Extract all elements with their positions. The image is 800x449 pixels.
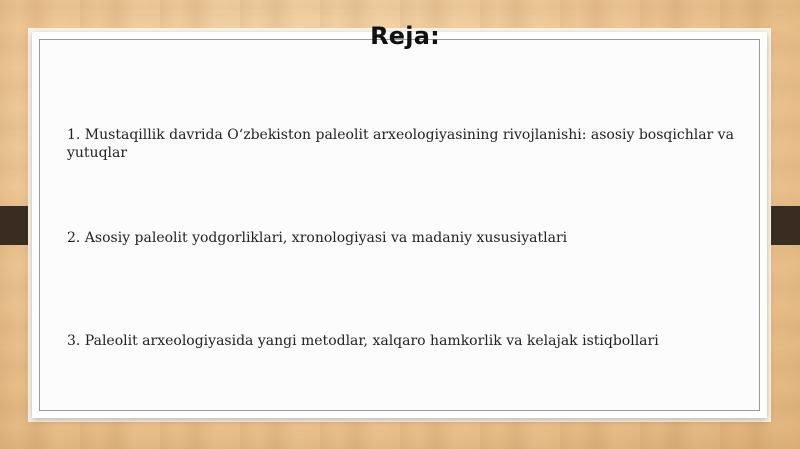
slide-panel-border xyxy=(39,39,760,411)
slide-panel xyxy=(32,32,767,418)
slide-title: Reja: xyxy=(370,22,440,50)
plan-item-1: 1. Mustaqillik davrida O‘zbekiston paleolit arxeologiyasining rivojlanishi: asosiy bosqichlar va yutuqlar xyxy=(67,127,734,161)
plan-item-3: 3. Paleolit arxeologiyasida yangi metodlar, xalqaro hamkorlik va kelajak istiqbollari xyxy=(67,333,659,349)
plan-item-2: 2. Asosiy paleolit yodgorliklari, xronologiyasi va madaniy xususiyatlari xyxy=(67,230,568,246)
